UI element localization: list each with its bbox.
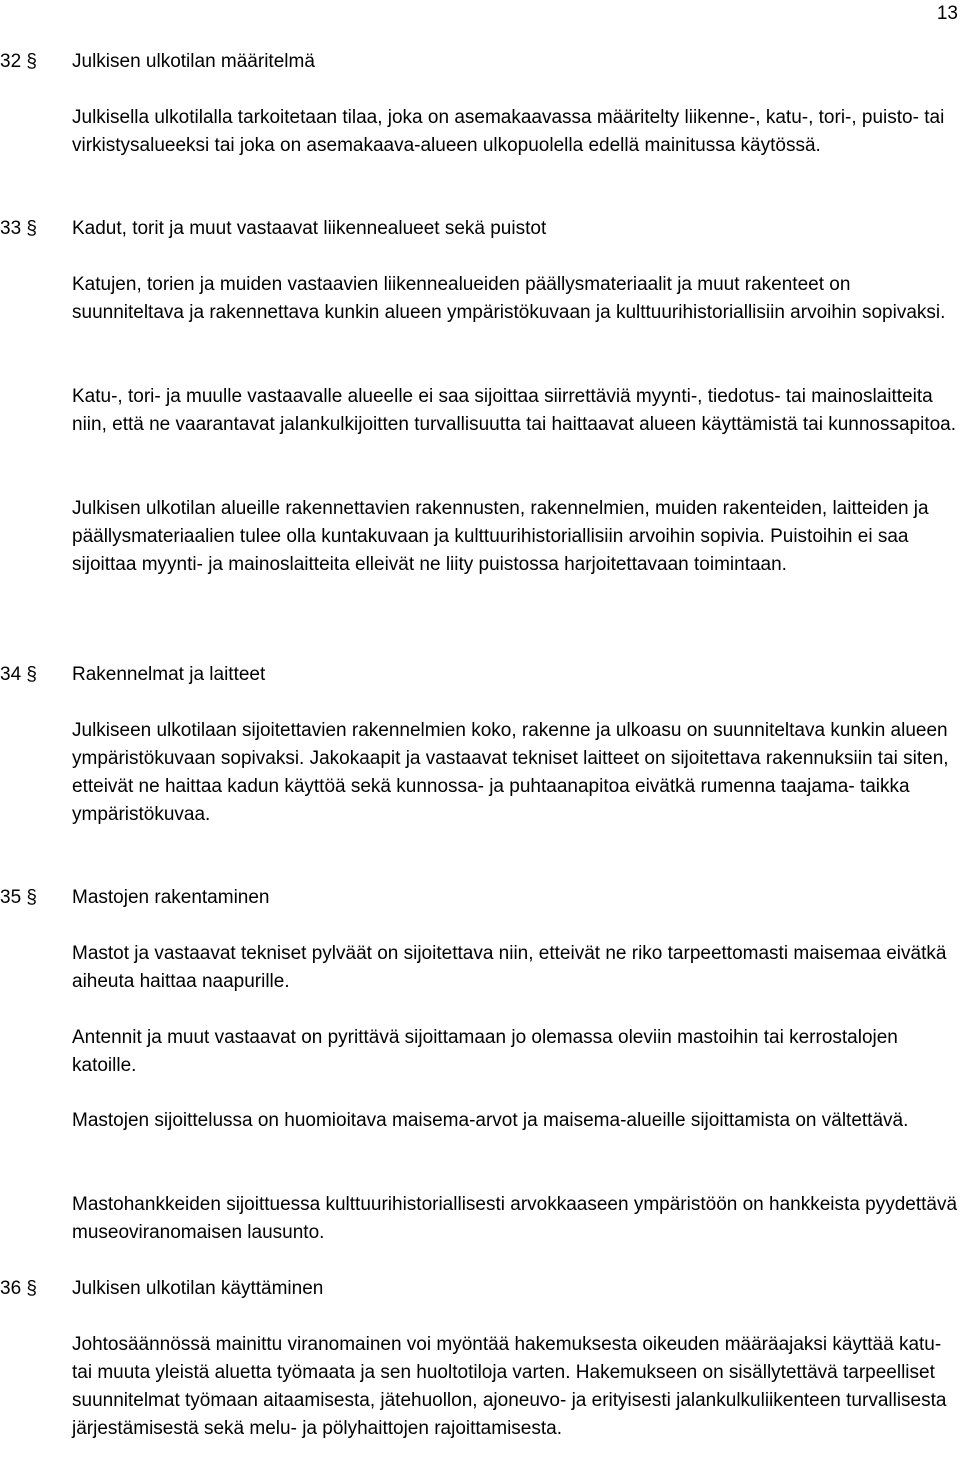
section-title: Rakennelmat ja laitteet [72,664,266,685]
section-title: Mastojen rakentaminen [72,887,270,908]
section-heading-33 [0,215,940,243]
paragraph: Julkisella ulkotilalla tarkoitetaan tilaa, joka on asemakaavassa määritelty liikenne-, katu-, tori-, puisto- tai virkistysalueeksi tai joka on asemakaava-alueen ulkopuolella edellä mainitussa käytössä. [72,107,945,156]
section-title: Julkisen ulkotilan käyttäminen [72,1278,324,1299]
section-number: 33 § [0,218,37,239]
section-number: 35 § [0,887,37,908]
section-title: Julkisen ulkotilan määritelmä [72,51,315,72]
section-number: 36 § [0,1278,37,1299]
section-heading-36 [0,1275,940,1303]
section-heading-35 [0,884,940,912]
paragraph: Julkiseen ulkotilaan sijoitettavien rakennelmien koko, rakenne ja ulkoasu on suunniteltava kunkin alueen ympäristökuvaan sopivaksi. Jakokaapit ja vastaavat tekniset laitteet on sijoitettava rakennuksiin tai siten, etteivät ne haittaa kadun käyttöä sekä kunnossa- ja puhtaanapitoa eivätkä rumenna taajama- taikka ympäristökuvaa. [72,720,949,825]
section-heading-32 [0,48,940,76]
section-heading-34 [0,661,940,689]
section-number: 34 § [0,664,37,685]
page-number: 13 [936,3,958,24]
paragraph: Mastohankkeiden sijoittuessa kulttuurihistoriallisesti arvokkaaseen ympäristöön on hankkeista pyydettävä museoviranomaisen lausunto. [72,1194,958,1243]
section-title: Kadut, torit ja muut vastaavat liikennealueet sekä puistot [72,218,547,239]
paragraph: Katu-, tori- ja muulle vastaavalle alueelle ei saa sijoittaa siirrettäviä myynti-, tiedotus- tai mainoslaitteita niin, että ne vaarantavat jalankulkijoitten turvallisuutta tai haittaavat alueen käyttämistä tai kunnossapitoa. [72,386,957,435]
section-number: 32 § [0,51,37,72]
paragraph: Julkisen ulkotilan alueille rakennettavien rakennusten, rakennelmien, muiden rakenteiden, laitteiden ja päällysmateriaalien tulee olla kuntakuvaan ja kulttuurihistoriallisiin arvoihin sopivia. Puistoihin ei saa sijoittaa myynti- ja mainoslaitteita elleivät ne liity puistossa harjoitettavaan toimintaan. [72,498,929,575]
paragraph: Mastojen sijoittelussa on huomioitava maisema-arvot ja maisema-alueille sijoittamista on vältettävä. [72,1110,909,1131]
paragraph: Antennit ja muut vastaavat on pyrittävä sijoittamaan jo olemassa oleviin mastoihin tai kerrostalojen katoille. [72,1027,898,1076]
paragraph: Katujen, torien ja muiden vastaavien liikennealueiden päällysmateriaalit ja muut rakenteet on suunniteltava ja rakennettava kunkin alueen ympäristökuvaan ja kulttuurihistoriallisiin arvoihin sopivaksi. [72,274,946,323]
paragraph: Johtosäännössä mainittu viranomainen voi myöntää hakemuksesta oikeuden määräajaksi käyttää katu- tai muuta yleistä aluetta työmaata ja sen huoltotiloja varten. Hakemukseen on sisällytettävä tarpeelliset suunnitelmat työmaan aitaamisesta, jätehuollon, ajoneuvo- ja erityisesti jalankulkuliikenteen turvallisesta järjestämisestä sekä melu- ja pölyhaittojen rajoittamisesta. [72,1334,947,1439]
paragraph: Mastot ja vastaavat tekniset pylväät on sijoitettava niin, etteivät ne riko tarpeettomasti maisemaa eivätkä aiheuta haittaa naapurille. [72,943,947,992]
